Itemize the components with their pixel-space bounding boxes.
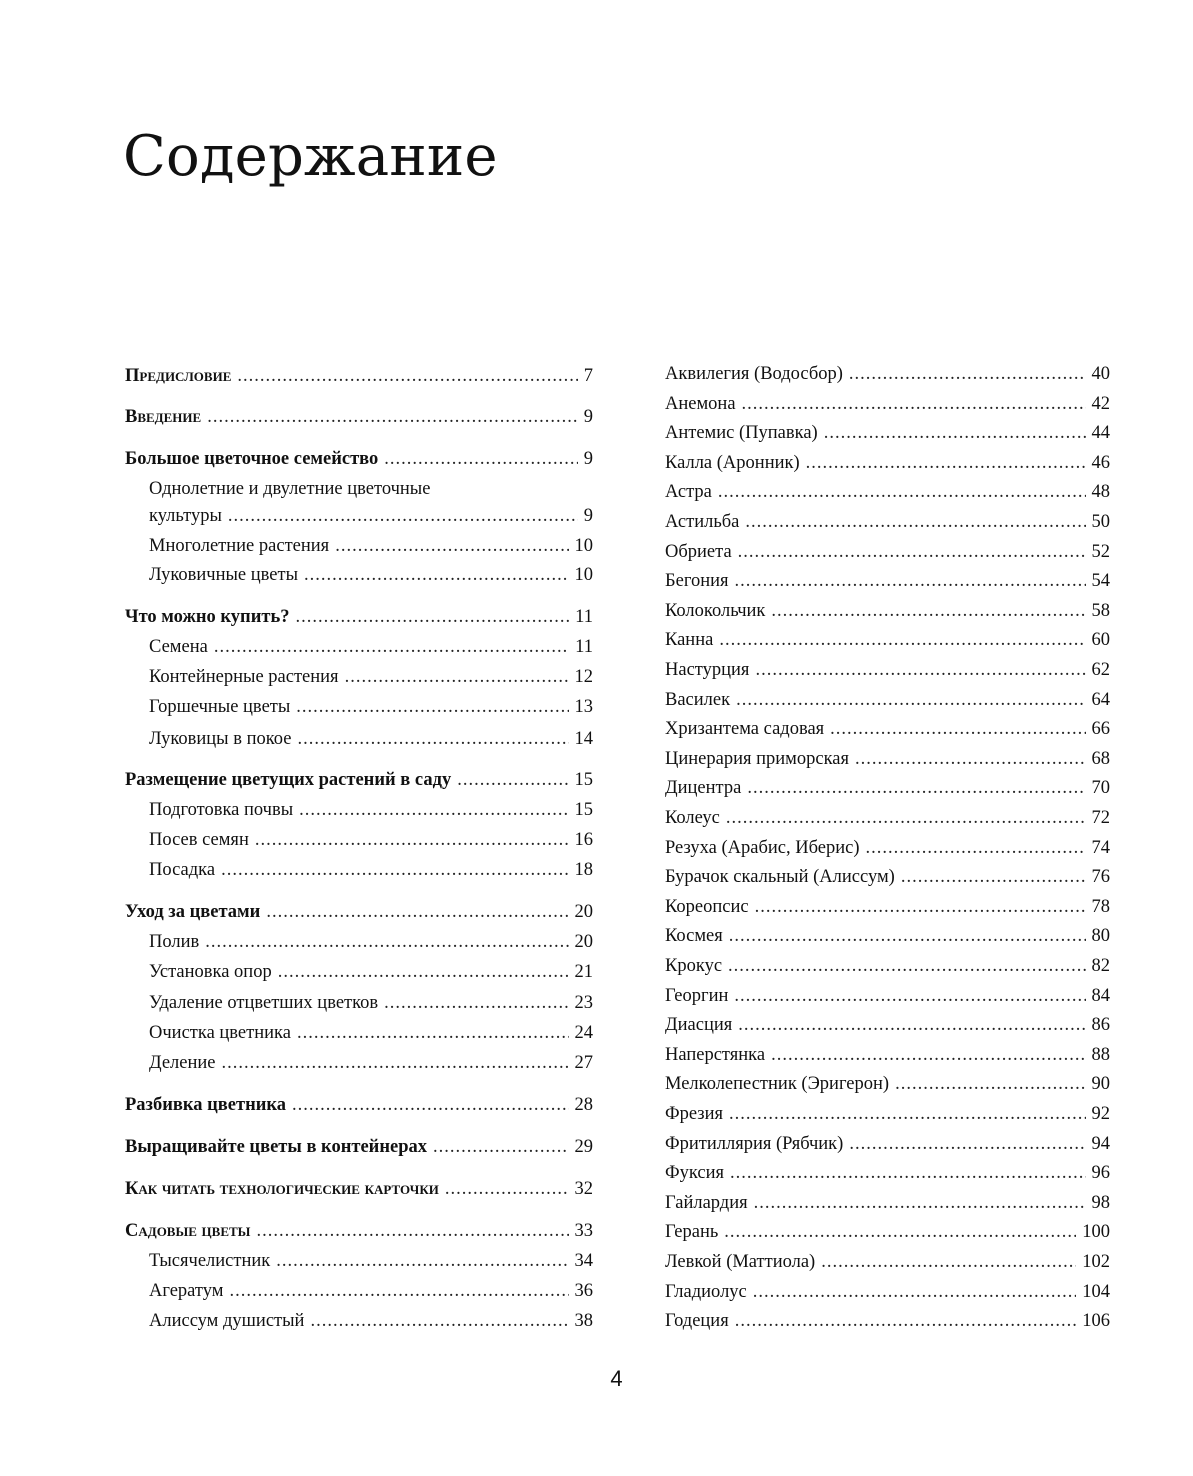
toc-entry-page: 90	[1091, 1074, 1110, 1095]
leader-dots	[278, 957, 569, 987]
toc-entry[interactable]	[665, 951, 1110, 981]
toc-entry-label: Анемона	[665, 393, 736, 414]
leader-dots	[866, 833, 1086, 863]
toc-entry-annual[interactable]	[149, 501, 593, 531]
toc-entry-page: 36	[574, 1281, 593, 1301]
toc-entry-page: 68	[1091, 748, 1110, 769]
toc-entry-page: 20	[574, 932, 593, 952]
toc-entry-page: 23	[574, 993, 593, 1013]
toc-entry-page: 72	[1091, 808, 1110, 828]
toc-entry-pot-flowers[interactable]	[149, 692, 593, 722]
toc-entry-care[interactable]	[125, 897, 593, 927]
leader-dots	[821, 1247, 1076, 1277]
leader-dots	[345, 662, 569, 692]
toc-entry-page: 58	[1091, 600, 1110, 621]
toc-entry-ageratum[interactable]	[149, 1276, 593, 1306]
toc-entry-cards[interactable]	[125, 1174, 593, 1204]
leader-dots	[214, 632, 569, 662]
leader-dots	[755, 892, 1086, 922]
leader-dots	[205, 927, 568, 957]
toc-entry-label: Цинерария приморская	[665, 748, 850, 769]
leader-dots	[724, 1217, 1076, 1247]
leader-dots	[849, 359, 1086, 389]
toc-entry-page: 11	[575, 607, 593, 627]
toc-entry-label: Как читать технологические карточки	[125, 1179, 439, 1199]
toc-entry-label: Контейнерные растения	[149, 667, 339, 687]
leader-dots	[292, 1090, 568, 1120]
leader-dots	[207, 402, 578, 432]
toc-entry-label: Выращивайте цветы в контейнерах	[125, 1137, 427, 1157]
toc-entry[interactable]	[665, 655, 1110, 685]
toc-entry-layout[interactable]	[125, 1090, 593, 1120]
toc-entry-supports[interactable]	[149, 957, 593, 987]
toc-entry[interactable]	[665, 477, 1110, 507]
toc-entry-label: Фрезия	[665, 1104, 724, 1124]
leader-dots	[237, 361, 577, 391]
toc-entry[interactable]	[665, 1099, 1110, 1129]
leader-dots	[304, 560, 569, 590]
toc-entry-preface[interactable]	[125, 361, 593, 391]
toc-entry-page: 98	[1091, 1192, 1110, 1213]
toc-entry-label: Бурачок скальный (Алиссум)	[665, 867, 895, 888]
leader-dots	[895, 1069, 1085, 1099]
leader-dots	[747, 773, 1085, 803]
toc-entry-page: 64	[1091, 689, 1110, 710]
toc-entry-page: 34	[574, 1251, 593, 1271]
toc-entry-page: 104	[1082, 1281, 1110, 1302]
toc-entry-page: 20	[574, 902, 593, 922]
toc-entry-label: Калла (Аронник)	[665, 452, 800, 473]
toc-entry-page: 46	[1091, 452, 1110, 473]
toc-entry[interactable]	[665, 359, 1110, 389]
toc-entry-label: Многолетние растения	[149, 536, 330, 556]
toc-entry-page: 11	[575, 637, 593, 657]
leader-dots	[297, 1018, 569, 1048]
toc-entry-page: 29	[574, 1137, 593, 1157]
toc-entry[interactable]	[665, 625, 1110, 655]
toc-entry-planting[interactable]	[149, 855, 593, 885]
toc-entry-page: 9	[583, 407, 593, 427]
toc-entry-page: 44	[1091, 423, 1110, 444]
leader-dots	[824, 418, 1086, 448]
toc-entry-label: Космея	[665, 926, 723, 947]
toc-entry-seeds[interactable]	[149, 632, 593, 662]
toc-entry[interactable]	[665, 773, 1110, 803]
toc-entry-label: Фуксия	[665, 1163, 725, 1184]
toc-entry-container-plants[interactable]	[149, 662, 593, 692]
toc-entry[interactable]	[665, 744, 1110, 774]
leader-dots	[299, 795, 568, 825]
toc-entry-page: 86	[1091, 1015, 1110, 1036]
toc-entry-label: Подготовка почвы	[149, 800, 294, 820]
toc-entry-yarrow[interactable]	[149, 1246, 593, 1276]
toc-entry-page: 40	[1091, 364, 1110, 384]
leader-dots	[457, 765, 568, 795]
leader-dots	[297, 724, 568, 754]
toc-entry-page: 96	[1091, 1163, 1110, 1184]
toc-entry[interactable]	[665, 685, 1110, 715]
leader-dots	[738, 537, 1086, 567]
leader-dots	[433, 1132, 569, 1162]
leader-dots	[771, 1040, 1085, 1070]
toc-entry[interactable]	[665, 1247, 1110, 1277]
toc-entry-page: 54	[1091, 571, 1110, 592]
toc-entry-page: 10	[574, 536, 593, 556]
leader-dots	[228, 501, 578, 531]
toc-entry-page: 88	[1091, 1044, 1110, 1065]
toc-entry-page: 14	[574, 729, 593, 749]
toc-entry-cleaning[interactable]	[149, 1018, 593, 1048]
toc-entry-page: 102	[1082, 1252, 1110, 1272]
leader-dots	[384, 988, 568, 1018]
toc-entry-label: Аквилегия (Водосбор)	[665, 364, 843, 384]
toc-entry-page: 50	[1091, 512, 1110, 532]
toc-entry-page: 100	[1082, 1222, 1110, 1243]
toc-entry-page: 15	[574, 800, 593, 820]
toc-entry-label: Что можно купить?	[125, 607, 290, 627]
leader-dots	[335, 531, 568, 561]
leader-dots	[310, 1306, 568, 1336]
toc-entry-page: 38	[574, 1311, 593, 1331]
toc-entry-page: 15	[574, 770, 593, 790]
toc-entry-buy[interactable]	[125, 602, 593, 632]
toc-entry-label: Василек	[665, 689, 731, 710]
toc-entry-label: Горшечные цветы	[149, 697, 291, 717]
leader-dots	[718, 477, 1086, 507]
toc-entry-page: 82	[1091, 956, 1110, 976]
leader-dots	[734, 981, 1085, 1011]
toc-entry-garden[interactable]	[125, 1216, 593, 1246]
leader-dots	[295, 602, 569, 632]
toc-entry[interactable]	[665, 892, 1110, 922]
toc-entry-dormant-bulbs[interactable]	[149, 724, 593, 754]
toc-entry[interactable]	[665, 1010, 1110, 1040]
leader-dots	[736, 685, 1085, 715]
leader-dots	[229, 1276, 568, 1306]
toc-entry-label: Хризантема садовая	[665, 719, 825, 740]
toc-entry-page: 33	[574, 1221, 593, 1241]
leader-dots	[728, 951, 1085, 981]
toc-entry-label: Кореопсис	[665, 896, 749, 917]
toc-entry-label: Астильба	[665, 512, 740, 532]
leader-dots	[730, 1158, 1085, 1188]
toc-entry-label: Большое цветочное семейство	[125, 449, 379, 469]
toc-entry-label: Полив	[149, 932, 200, 952]
toc-entry-page: 80	[1091, 926, 1110, 947]
toc-entry-label: Крокус	[665, 956, 723, 976]
toc-entry[interactable]	[665, 1217, 1110, 1247]
leader-dots	[221, 855, 568, 885]
leader-dots	[222, 1048, 569, 1078]
toc-entry[interactable]	[665, 1306, 1110, 1336]
toc-entry[interactable]	[665, 862, 1110, 892]
page-number: 4	[610, 1366, 623, 1391]
toc-entry-label: Годеция	[665, 1311, 729, 1332]
toc-entry-placement[interactable]	[125, 765, 593, 795]
toc-entry-label: Размещение цветущих растений в саду	[125, 770, 452, 790]
toc-entry[interactable]	[665, 507, 1110, 537]
leader-dots	[256, 1216, 568, 1246]
leader-dots	[384, 444, 577, 474]
toc-entry-watering[interactable]	[149, 927, 593, 957]
toc-entry-page: 70	[1091, 778, 1110, 799]
leader-dots	[830, 714, 1085, 744]
leader-dots	[849, 1129, 1085, 1159]
toc-entry-label: Колокольчик	[665, 600, 766, 621]
toc-entry[interactable]	[665, 418, 1110, 448]
leader-dots	[729, 921, 1086, 951]
toc-entry[interactable]	[665, 1129, 1110, 1159]
toc-entry-label: Удаление отцветших цветков	[149, 993, 379, 1013]
toc-entry-label: Гладиолус	[665, 1281, 747, 1302]
toc-entry-division[interactable]	[149, 1048, 593, 1078]
toc-entry-page: 74	[1091, 837, 1110, 858]
toc-entry-perennial[interactable]	[149, 531, 593, 561]
toc-entry-page: 24	[574, 1023, 593, 1043]
toc-entry-label: Канна	[665, 630, 714, 651]
toc-entry-label: Тысячелистник	[149, 1251, 271, 1271]
leader-dots	[754, 1188, 1086, 1218]
toc-entry-page: 92	[1091, 1104, 1110, 1124]
toc-entry-alyssum[interactable]	[149, 1306, 593, 1336]
toc-entry[interactable]	[665, 1158, 1110, 1188]
toc-entry[interactable]	[665, 1040, 1110, 1070]
toc-entry-page: 18	[574, 860, 593, 880]
leader-dots	[738, 1010, 1085, 1040]
leader-dots	[719, 625, 1085, 655]
toc-entry-label: Алиссум душистый	[149, 1311, 305, 1331]
toc-entry[interactable]	[665, 1188, 1110, 1218]
toc-entry-label: Посадка	[149, 860, 216, 880]
toc-entry-page: 66	[1091, 719, 1110, 740]
toc-entry[interactable]	[665, 596, 1110, 626]
leader-dots	[753, 1277, 1076, 1307]
toc-entry-deadheading[interactable]	[149, 988, 593, 1018]
toc-entry-page: 84	[1091, 985, 1110, 1006]
toc-entry-page: 76	[1091, 867, 1110, 888]
toc-entry-page: 12	[574, 667, 593, 687]
toc-entry-page: 27	[574, 1053, 593, 1073]
toc-entry-page: 42	[1091, 393, 1110, 414]
toc-entry-label: Посев семян	[149, 830, 249, 850]
toc-entry-soil[interactable]	[149, 795, 593, 825]
toc-entry-page: 21	[574, 962, 593, 982]
toc-entry-label: Гайлардия	[665, 1192, 748, 1213]
toc-entry-label: Введение	[125, 407, 202, 427]
leader-dots	[855, 744, 1085, 774]
toc-entry-page: 48	[1091, 482, 1110, 503]
toc-entry-family[interactable]	[125, 444, 593, 474]
toc-entry-page: 32	[574, 1179, 593, 1199]
toc-entry-page: 52	[1091, 541, 1110, 562]
toc-entry-sowing[interactable]	[149, 825, 593, 855]
toc-entry-label: Предисловие	[125, 366, 232, 386]
toc-entry-label: Семена	[149, 637, 208, 657]
leader-dots	[745, 507, 1085, 537]
toc-entry-label: Очистка цветника	[149, 1023, 291, 1043]
toc-entry-label: Садовые цветы	[125, 1221, 251, 1241]
toc-entry-label: Герань	[665, 1222, 719, 1243]
toc-entry-label: культуры	[149, 506, 222, 526]
leader-dots	[729, 1099, 1085, 1129]
toc-entry-containers[interactable]	[125, 1132, 593, 1162]
toc-entry-page: 9	[583, 506, 593, 526]
toc-entry-page: 9	[583, 449, 593, 469]
leader-dots	[742, 389, 1086, 419]
toc-entry-label: Фритиллярия (Рябчик)	[665, 1133, 844, 1154]
leader-dots	[806, 448, 1086, 478]
toc-entry[interactable]	[665, 981, 1110, 1011]
toc-entry-label: Астра	[665, 482, 712, 503]
toc-entry-intro[interactable]	[125, 402, 593, 432]
toc-entry-page: 78	[1091, 896, 1110, 917]
toc-entry-label: Бегония	[665, 571, 729, 592]
toc-entry[interactable]	[665, 1069, 1110, 1099]
toc-entry-page: 10	[574, 565, 593, 585]
toc-entry[interactable]	[665, 921, 1110, 951]
toc-entry-page: 16	[574, 830, 593, 850]
toc-entry-label: Георгин	[665, 985, 729, 1006]
toc-entry[interactable]	[665, 537, 1110, 567]
leader-dots	[735, 1306, 1077, 1336]
leader-dots	[445, 1174, 569, 1204]
leader-dots	[901, 862, 1086, 892]
toc-entry-label: Деление	[149, 1053, 216, 1073]
leader-dots	[276, 1246, 568, 1276]
toc-entry-label: Диасция	[665, 1015, 733, 1036]
toc-entry-label: Дицентра	[665, 778, 742, 799]
leader-dots	[266, 897, 568, 927]
leader-dots	[255, 825, 569, 855]
toc-entry-page: 28	[574, 1095, 593, 1115]
toc-entry[interactable]	[665, 448, 1110, 478]
toc-entry[interactable]	[665, 389, 1110, 419]
toc-entry-label: Антемис (Пупавка)	[665, 423, 818, 444]
leader-dots	[296, 692, 568, 722]
toc-entry-annual-line1: Однолетние и двулетние цветочные	[149, 479, 431, 499]
toc-entry[interactable]	[665, 833, 1110, 863]
toc-entry-page: 94	[1091, 1133, 1110, 1154]
toc-entry-page: 60	[1091, 630, 1110, 651]
toc-entry[interactable]	[665, 1277, 1110, 1307]
toc-entry-label: Левкой (Маттиола)	[665, 1252, 816, 1272]
toc-entry-label: Колеус	[665, 808, 720, 828]
toc-entry-page: 13	[574, 697, 593, 717]
toc-entry-label: Луковицы в покое	[149, 729, 292, 749]
toc-entry-label: Установка опор	[149, 962, 272, 982]
toc-entry-page: 106	[1082, 1311, 1110, 1332]
leader-dots	[735, 566, 1086, 596]
toc-entry-label: Наперстянка	[665, 1044, 766, 1065]
toc-entry-label: Уход за цветами	[125, 902, 261, 922]
toc-entry-label: Обриета	[665, 541, 732, 562]
toc-entry-label: Агератум	[149, 1281, 224, 1301]
toc-entry-label: Резуха (Арабис, Иберис)	[665, 837, 860, 858]
leader-dots	[771, 596, 1085, 626]
toc-entry[interactable]	[665, 714, 1110, 744]
toc-entry-bulbous[interactable]	[149, 560, 593, 590]
leader-dots	[755, 655, 1085, 685]
toc-entry-page: 62	[1091, 660, 1110, 680]
toc-entry[interactable]	[665, 803, 1110, 833]
page-title: Содержание	[123, 124, 498, 189]
toc-entry-label: Разбивка цветника	[125, 1095, 287, 1115]
leader-dots	[726, 803, 1086, 833]
toc-entry-label: Мелколепестник (Эригерон)	[665, 1074, 890, 1095]
toc-entry-page: 7	[583, 366, 593, 386]
toc-entry-label: Настурция	[665, 660, 750, 680]
toc-entry-label: Луковичные цветы	[149, 565, 298, 585]
toc-entry[interactable]	[665, 566, 1110, 596]
